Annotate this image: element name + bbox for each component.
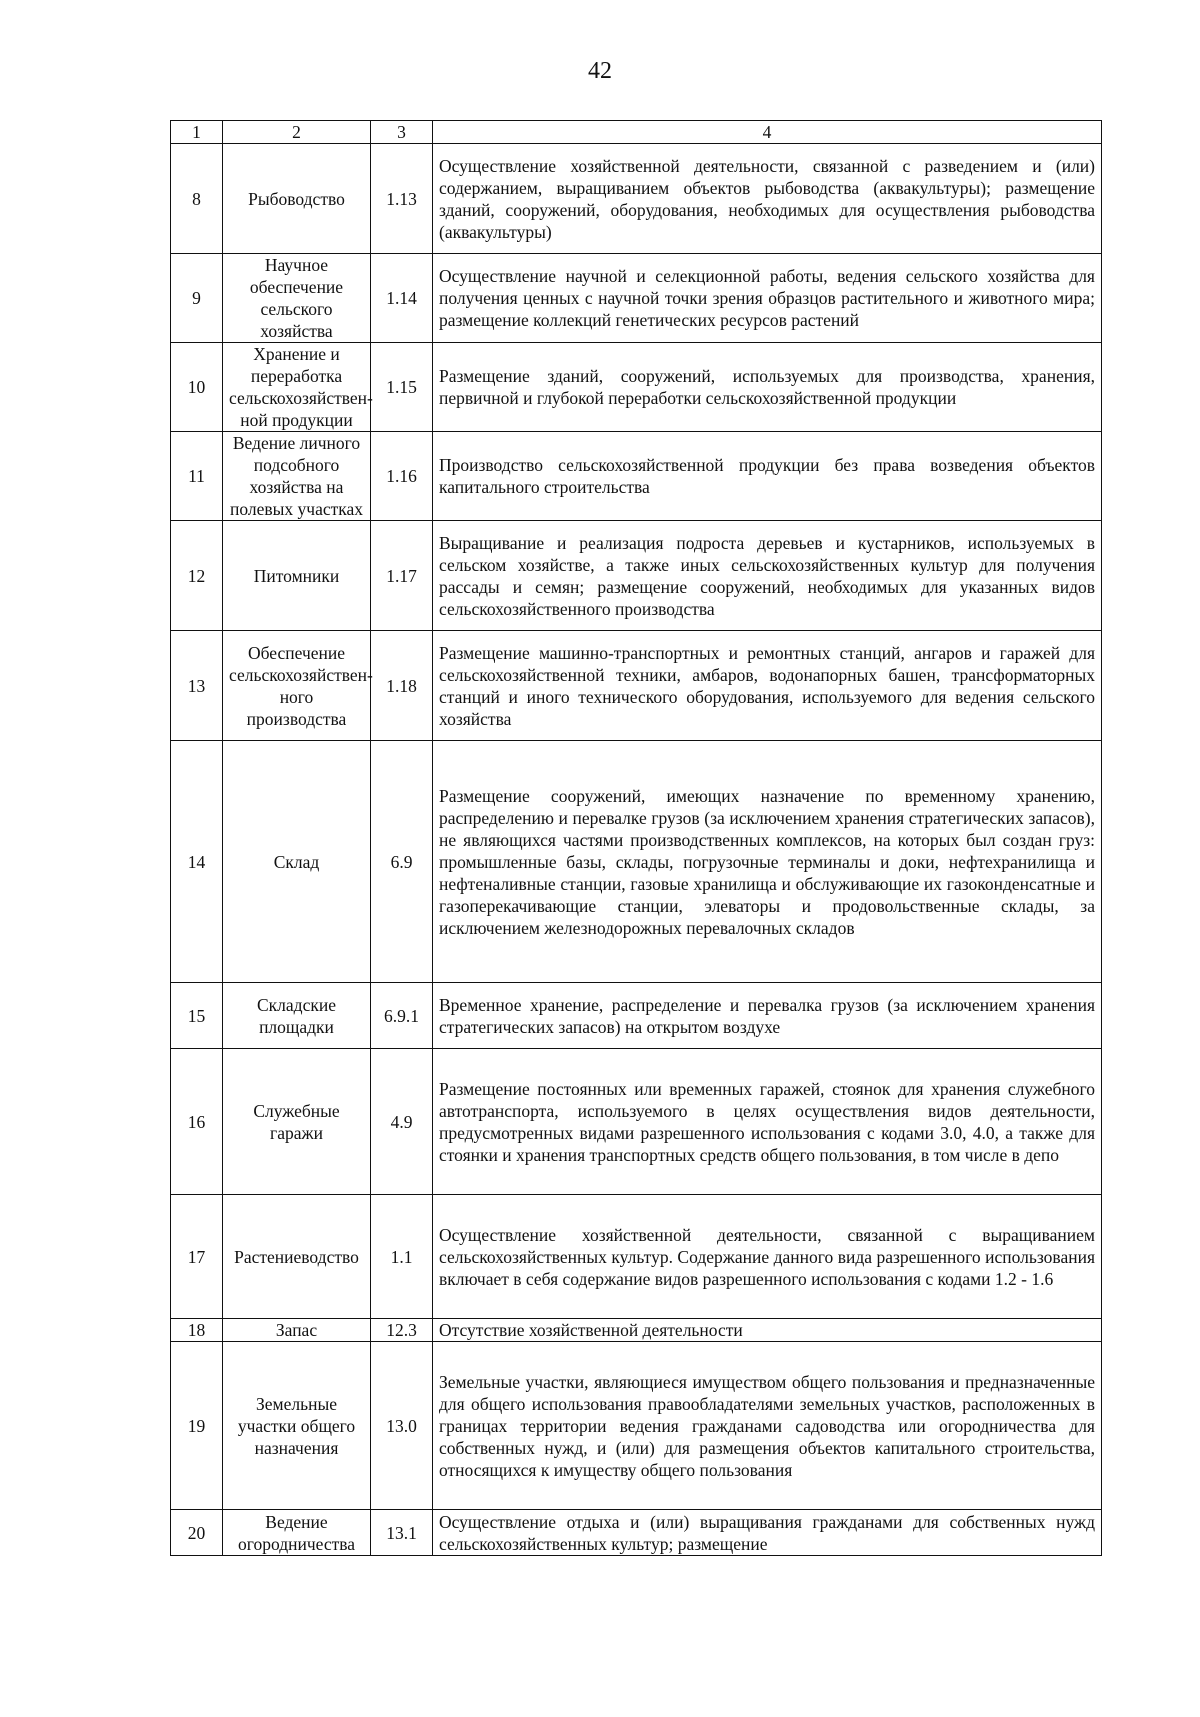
table-row — [171, 1195, 1102, 1319]
land-use-code: 6.9 — [371, 741, 433, 983]
land-use-description: Размещение машинно-транспортных и ремонтных станций, ангаров и гаражей для сельскохозяйственной техники, амбаров, водонапорных башен, трансформаторных станций и иного технического оборудования, используемого для ведения сельского хозяйства — [433, 631, 1102, 741]
land-use-description: Осуществление хозяйственной деятельности, связанной с разведением и (или) содержанием, выращиванием объектов рыбоводства (аквакультуры); размещение зданий, сооружений, оборудования, необходимых для осуществления рыбоводства (аквакультуры) — [433, 144, 1102, 254]
table-row — [171, 631, 1102, 741]
land-use-code: 12.3 — [371, 1319, 433, 1342]
land-use-code: 1.16 — [371, 432, 433, 521]
row-number: 12 — [171, 521, 223, 631]
table-row — [171, 254, 1102, 343]
table-row — [171, 144, 1102, 254]
land-use-name: Запас — [223, 1319, 371, 1342]
land-use-name: Обеспечение сельскохозяйствен-ного производства — [223, 631, 371, 741]
table-row — [171, 1319, 1102, 1342]
table-row — [171, 432, 1102, 521]
land-use-description: Осуществление отдыха и (или) выращивания гражданами для собственных нужд сельскохозяйственных культур; размещение — [433, 1510, 1102, 1556]
row-number: 19 — [171, 1342, 223, 1510]
row-number: 20 — [171, 1510, 223, 1556]
table-header-row — [171, 121, 1102, 144]
land-use-description: Временное хранение, распределение и перевалка грузов (за исключением хранения стратегических запасов) на открытом воздухе — [433, 983, 1102, 1049]
land-use-name: Земельные участки общего назначения — [223, 1342, 371, 1510]
land-use-description: Размещение сооружений, имеющих назначение по временному хранению, распределению и перевалке грузов (за исключением хранения стратегических запасов), не являющихся частями производственных комплексов, на которых был создан груз: промышленные базы, склады, погрузочные терминалы и доки, нефтехранилища и нефтеналивные станции, газовые хранилища и обслуживающие их газоконденсатные и газоперекачивающие станции, элеваторы и продовольственные склады, за исключением железнодорожных перевалочных складов — [433, 741, 1102, 983]
table-row — [171, 1049, 1102, 1195]
land-use-name: Хранение и переработка сельскохозяйствен-ной продукции — [223, 343, 371, 432]
row-number: 9 — [171, 254, 223, 343]
header-col-2: 2 — [223, 121, 371, 144]
land-use-description: Выращивание и реализация подроста деревьев и кустарников, используемых в сельском хозяйстве, а также иных сельскохозяйственных культур для получения рассады и семян; размещение сооружений, необходимых для указанных видов сельскохозяйственного производства — [433, 521, 1102, 631]
land-use-description: Производство сельскохозяйственной продукции без права возведения объектов капитального строительства — [433, 432, 1102, 521]
table-row — [171, 983, 1102, 1049]
row-number: 11 — [171, 432, 223, 521]
land-use-code: 1.13 — [371, 144, 433, 254]
land-use-description: Осуществление хозяйственной деятельности, связанной с выращиванием сельскохозяйственных культур. Содержание данного вида разрешенного использования включает в себя содержание видов разрешенного использования с кодами 1.2 - 1.6 — [433, 1195, 1102, 1319]
land-use-name: Склад — [223, 741, 371, 983]
land-use-name: Питомники — [223, 521, 371, 631]
land-use-code: 1.1 — [371, 1195, 433, 1319]
table-row — [171, 1342, 1102, 1510]
land-use-name: Ведение огородничества — [223, 1510, 371, 1556]
page-number: 42 — [588, 58, 612, 84]
land-use-name: Рыбоводство — [223, 144, 371, 254]
land-use-code: 1.15 — [371, 343, 433, 432]
table-row — [171, 1510, 1102, 1556]
header-col-4: 4 — [433, 121, 1102, 144]
land-use-name: Складские площадки — [223, 983, 371, 1049]
row-number: 15 — [171, 983, 223, 1049]
header-col-1: 1 — [171, 121, 223, 144]
land-use-description: Размещение зданий, сооружений, используемых для производства, хранения, первичной и глубокой переработки сельскохозяйственной продукции — [433, 343, 1102, 432]
row-number: 8 — [171, 144, 223, 254]
land-use-table — [170, 120, 1102, 1556]
row-number: 18 — [171, 1319, 223, 1342]
land-use-name: Научное обеспечение сельского хозяйства — [223, 254, 371, 343]
land-use-name: Ведение личного подсобного хозяйства на полевых участках — [223, 432, 371, 521]
land-use-code: 1.17 — [371, 521, 433, 631]
row-number: 17 — [171, 1195, 223, 1319]
table-row — [171, 521, 1102, 631]
land-use-description: Отсутствие хозяйственной деятельности — [433, 1319, 1102, 1342]
table-row — [171, 741, 1102, 983]
land-use-code: 13.1 — [371, 1510, 433, 1556]
row-number: 10 — [171, 343, 223, 432]
land-use-description: Земельные участки, являющиеся имуществом общего пользования и предназначенные для общего использования правообладателями земельных участков, расположенных в границах территории ведения гражданами садоводства или огородничества для собственных нужд, и (или) для размещения объектов капитального строительства, относящихся к имуществу общего пользования — [433, 1342, 1102, 1510]
land-use-description: Осуществление научной и селекционной работы, ведения сельского хозяйства для получения ценных с научной точки зрения образцов растительного и животного мира; размещение коллекций генетических ресурсов растений — [433, 254, 1102, 343]
land-use-name: Растениеводство — [223, 1195, 371, 1319]
row-number: 16 — [171, 1049, 223, 1195]
land-use-code: 13.0 — [371, 1342, 433, 1510]
row-number: 14 — [171, 741, 223, 983]
row-number: 13 — [171, 631, 223, 741]
land-use-code: 1.14 — [371, 254, 433, 343]
land-use-name: Служебные гаражи — [223, 1049, 371, 1195]
land-use-description: Размещение постоянных или временных гаражей, стоянок для хранения служебного автотранспорта, используемого в целях осуществления видов деятельности, предусмотренных видами разрешенного использования с кодами 3.0, 4.0, а также для стоянки и хранения транспортных средств общего пользования, в том числе в депо — [433, 1049, 1102, 1195]
table-row — [171, 343, 1102, 432]
land-use-code: 1.18 — [371, 631, 433, 741]
land-use-code: 6.9.1 — [371, 983, 433, 1049]
land-use-code: 4.9 — [371, 1049, 433, 1195]
header-col-3: 3 — [371, 121, 433, 144]
